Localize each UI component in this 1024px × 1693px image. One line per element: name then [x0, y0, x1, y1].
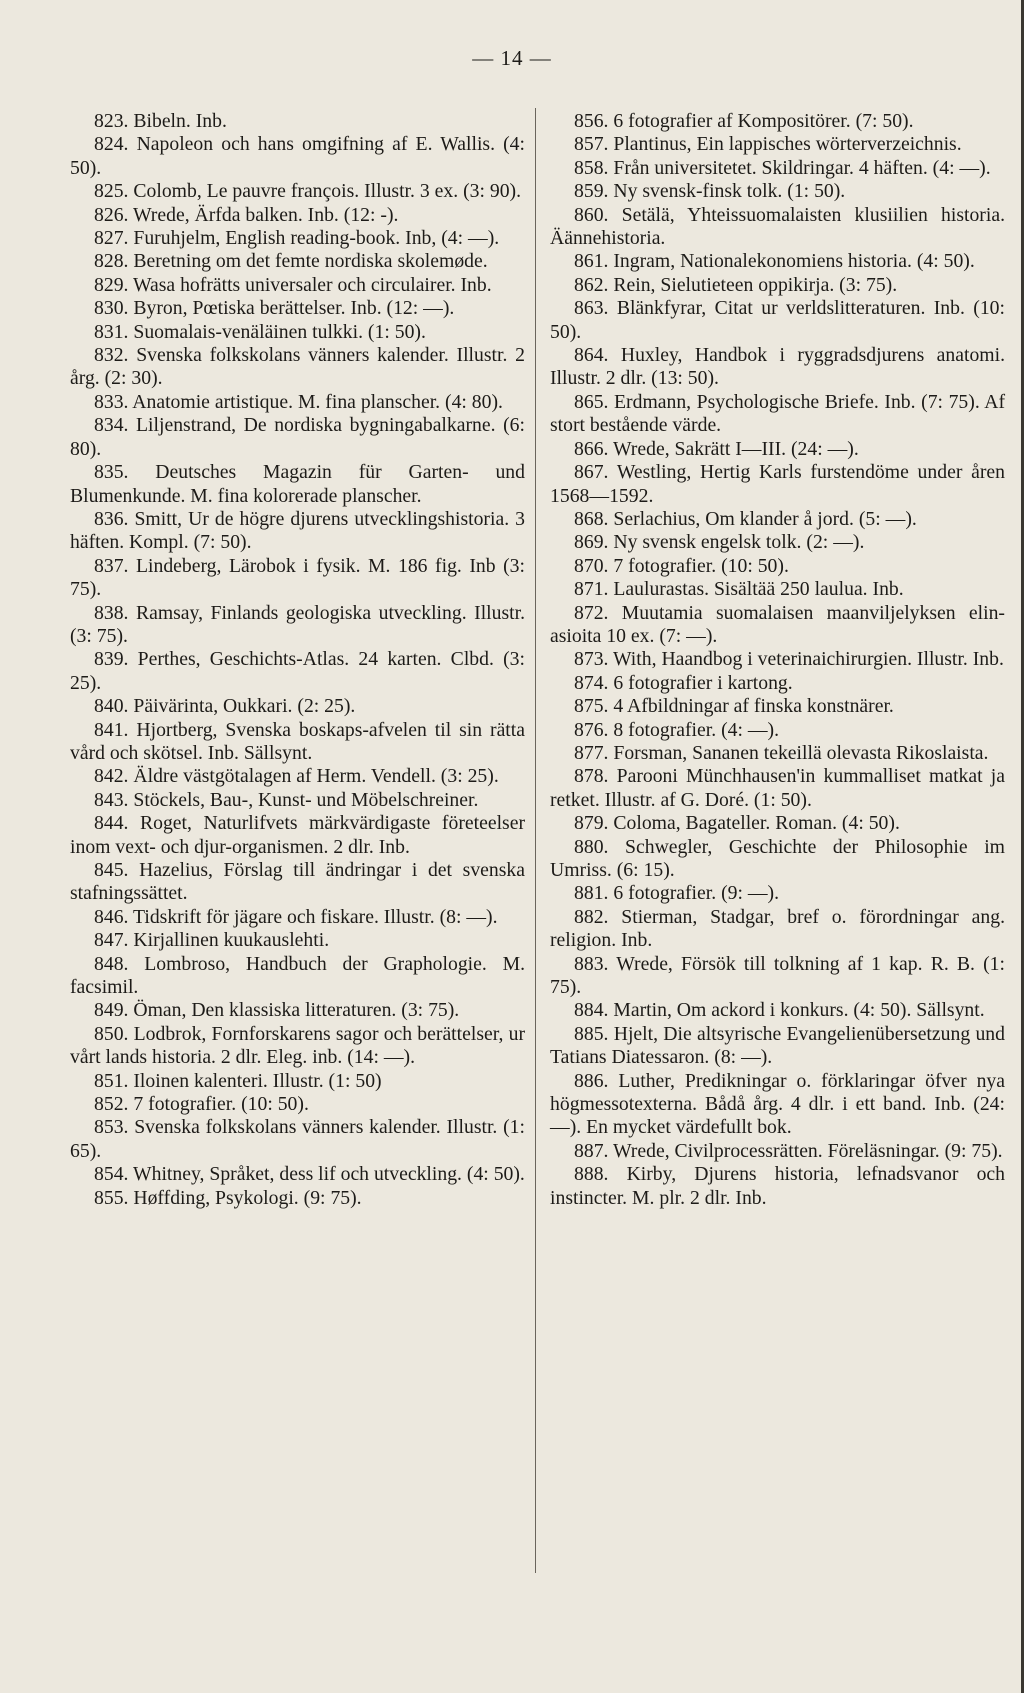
catalog-entry: 884. Martin, Om ackord i konkurs. (4: 50). Sällsynt. — [574, 999, 985, 1022]
catalog-entry: 881. 6 fotografier. (9: —). — [574, 882, 780, 905]
catalog-entry: 830. Byron, Pœtiska berättelser. Inb. (12: —). — [94, 297, 455, 320]
catalog-entry: 885. Hjelt, Die altsyrische Evangelienübersetzung und Tatians Diatessaron. (8: —). — [550, 1022, 1005, 1069]
catalog-entry: 826. Wrede, Ärfda balken. Inb. (12: -). — [94, 203, 399, 226]
catalog-entry: 888. Kirby, Djurens historia, lefnadsvanor och instincter. M. plr. 2 dlr. Inb. — [550, 1163, 1005, 1209]
catalog-entry: 827. Furuhjelm, English reading-book. Inb, (4: —). — [94, 227, 500, 250]
catalog-entry: 845. Hazelius, Förslag till ändringar i det svenska stafningssättet. — [70, 859, 525, 905]
catalog-entry: 870. 7 fotografier. (10: 50). — [574, 554, 789, 577]
catalog-entry: 872. Muutamia suomalaisen maanviljelyksen elin-asioita 10 ex. (7: —). — [550, 601, 1005, 647]
catalog-entry: 838. Ramsay, Finlands geologiska utveckling. Illustr. (3: 75). — [70, 601, 525, 647]
catalog-entry: 869. Ny svensk engelsk tolk. (2: —). — [574, 531, 865, 554]
catalog-entry: 855. Høffding, Psykologi. (9: 75). — [94, 1186, 362, 1209]
catalog-entry: 861. Ingram, Nationalekonomiens historia. (4: 50). — [574, 250, 975, 273]
catalog-entry: 880. Schwegler, Geschichte der Philosophie im Umriss. (6: 15). — [550, 835, 1005, 881]
catalog-entry: 879. Coloma, Bagateller. Roman. (4: 50). — [574, 812, 900, 835]
catalog-entry: 828. Beretning om det femte nordiska skolemøde. — [94, 250, 488, 273]
catalog-entry: 871. Laulurastas. Sisältää 250 laulua. Inb. — [574, 578, 904, 601]
catalog-entry: 824. Napoleon och hans omgifning af E. Wallis. (4: 50). — [70, 133, 525, 179]
catalog-entry: 876. 8 fotografier. (4: —). — [574, 718, 780, 741]
catalog-entry: 850. Lodbrok, Fornforskarens sagor och berättelser, ur vårt lands historia. 2 dlr. Eleg. inb. (14: —). — [70, 1022, 525, 1069]
catalog-entry: 844. Roget, Naturlifvets märkvärdigaste företeelser inom vext- och djur-organismen. 2 dlr. Inb. — [70, 812, 525, 858]
catalog-entry: 862. Rein, Sielutieteen oppikirja. (3: 75). — [574, 273, 898, 296]
catalog-entry: 877. Forsman, Sananen tekeillä olevasta Rikoslaista. — [574, 741, 989, 764]
catalog-entry: 836. Smitt, Ur de högre djurens utvecklingshistoria. 3 häften. Kompl. (7: 50). — [70, 507, 525, 554]
catalog-entry: 886. Luther, Predikningar o. förklaringar öfver nya högmessotexterna. Bådå årg. 4 dlr. i ett band. Inb. (24: —). En mycket värdefullt bok. — [550, 1069, 1005, 1139]
catalog-entry: 873. With, Haandbog i veterinaichirurgien. Illustr. Inb. — [574, 648, 1004, 671]
catalog-entry: 832. Svenska folkskolans vänners kalender. Illustr. 2 årg. (2: 30). — [70, 344, 525, 390]
catalog-entry: 833. Anatomie artistique. M. fina planscher. (4: 80). — [94, 390, 503, 413]
catalog-entry: 848. Lombroso, Handbuch der Graphologie. M. facsimil. — [70, 952, 525, 999]
catalog-entry: 860. Setälä, Yhteissuomalaisten klusiilien historia. Äännehistoria. — [550, 203, 1005, 250]
catalog-entry: 834. Liljenstrand, De nordiska bygningabalkarne. (6: 80). — [70, 414, 525, 460]
catalog-entry: 863. Blänkfyrar, Citat ur verldslitteraturen. Inb. (10: 50). — [550, 297, 1005, 343]
catalog-entry: 837. Lindeberg, Lärobok i fysik. M. 186 fig. Inb (3: 75). — [70, 554, 525, 601]
catalog-entry: 865. Erdmann, Psychologische Briefe. Inb. (7: 75). Af stort bestående värde. — [550, 390, 1005, 437]
catalog-entry: 843. Stöckels, Bau-, Kunst- und Möbelschreiner. — [94, 788, 479, 811]
catalog-entry: 874. 6 fotografier i kartong. — [574, 671, 793, 694]
column-divider — [535, 108, 536, 1573]
catalog-entry: 878. Parooni Münchhausen'in kummalliset matkat ja retket. Illustr. af G. Doré. (1: 50). — [550, 765, 1005, 811]
catalog-entry: 841. Hjortberg, Svenska boskaps-afvelen til sin rätta vård och skötsel. Inb. Sällsynt. — [70, 718, 525, 764]
catalog-entry: 859. Ny svensk-finsk tolk. (1: 50). — [574, 180, 846, 203]
catalog-entry: 823. Bibeln. Inb. — [94, 110, 227, 132]
catalog-entry: 839. Perthes, Geschichts-Atlas. 24 karten. Clbd. (3: 25). — [70, 648, 525, 694]
catalog-entry: 849. Öman, Den klassiska litteraturen. (3: 75). — [94, 999, 460, 1022]
catalog-entry: 857. Plantinus, Ein lappisches wörterverzeichnis. — [574, 133, 962, 156]
catalog-entry: 842. Äldre västgötalagen af Herm. Vendell. (3: 25). — [94, 765, 499, 788]
catalog-entry: 867. Westling, Hertig Karls furstendöme under åren 1568—1592. — [550, 461, 1005, 507]
catalog-entry: 868. Serlachius, Om klander å jord. (5: —). — [574, 507, 917, 530]
catalog-entry: 853. Svenska folkskolans vänners kalender. Illustr. (1: 65). — [70, 1116, 525, 1162]
catalog-entry: 852. 7 fotografier. (10: 50). — [94, 1093, 309, 1116]
catalog-entry: 864. Huxley, Handbok i ryggradsdjurens anatomi. Illustr. 2 dlr. (13: 50). — [550, 344, 1005, 390]
catalog-entry: 866. Wrede, Sakrätt I—III. (24: —). — [574, 437, 859, 460]
catalog-entry: 847. Kirjallinen kuukauslehti. — [94, 929, 330, 952]
catalog-entry: 858. Från universitetet. Skildringar. 4 häften. (4: —). — [574, 156, 991, 179]
catalog-entry: 883. Wrede, Försök till tolkning af 1 kap. R. B. (1: 75). — [550, 952, 1005, 999]
catalog-entry: 887. Wrede, Civilprocessrätten. Föreläsningar. (9: 75). — [574, 1139, 1003, 1162]
catalog-entry: 825. Colomb, Le pauvre françois. Illustr. 3 ex. (3: 90). — [94, 180, 522, 203]
catalog-entry: 856. 6 fotografier af Kompositörer. (7: 50). — [574, 110, 914, 132]
catalog-entry: 875. 4 Afbildningar af finska konstnärer. — [574, 695, 894, 718]
catalog-entry: 831. Suomalais-venäläinen tulkki. (1: 50). — [94, 320, 426, 343]
catalog-entry: 846. Tidskrift för jägare och fiskare. Illustr. (8: —). — [94, 905, 498, 928]
left-column — [70, 110, 525, 1210]
page-number: — 14 — — [472, 46, 552, 70]
right-column — [550, 110, 1005, 1210]
catalog-entry: 829. Wasa hofrätts universaler och circulairer. Inb. — [94, 273, 492, 296]
catalog-entry: 840. Päivärinta, Oukkari. (2: 25). — [94, 695, 356, 718]
catalog-entry: 835. Deutsches Magazin für Garten- und Blumenkunde. M. fina kolorerade planscher. — [70, 461, 525, 507]
catalog-entry: 851. Iloinen kalenteri. Illustr. (1: 50) — [94, 1069, 382, 1092]
catalog-entry: 882. Stierman, Stadgar, bref o. förordningar ang. religion. Inb. — [550, 905, 1005, 952]
catalog-entry: 854. Whitney, Språket, dess lif och utveckling. (4: 50). — [94, 1163, 525, 1186]
